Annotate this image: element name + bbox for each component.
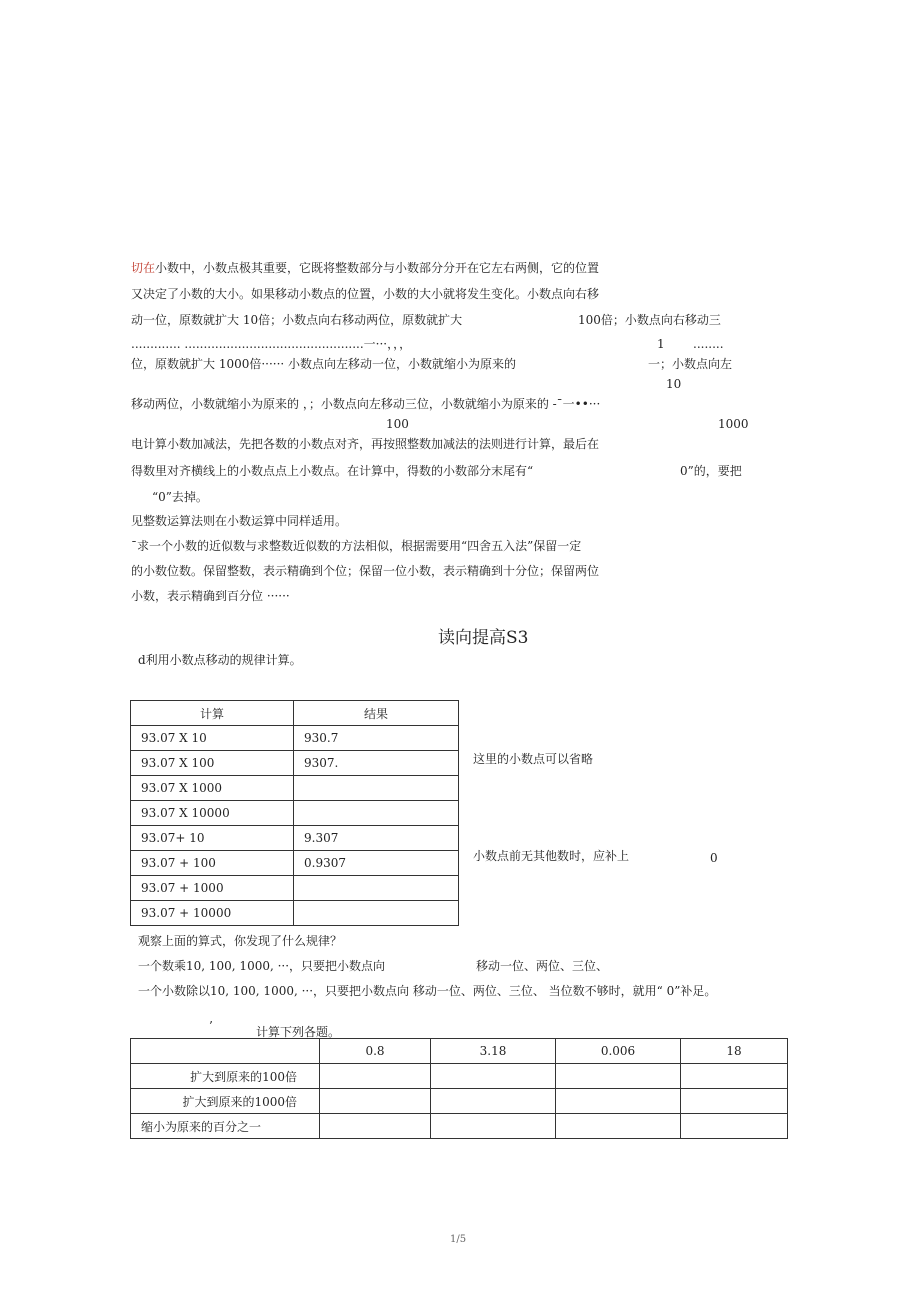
table-row	[131, 1064, 788, 1089]
corner-header	[131, 1039, 320, 1064]
note-pad-zero: 小数点前无其他数时，应补上	[473, 849, 630, 863]
col-header: 18	[681, 1039, 788, 1064]
col-header: 0.8	[320, 1039, 431, 1064]
intro-line-5b: 一；小数点向左	[648, 357, 733, 371]
result-cell	[294, 801, 459, 826]
calc-header: 计算	[131, 701, 294, 726]
answer-cell	[320, 1114, 431, 1139]
table-row	[131, 876, 459, 901]
exercise2-label: 计算下列各题。	[256, 1025, 341, 1039]
intro-line-4a: ............. ...............................................一···，，，	[131, 337, 412, 351]
col-header: 3.18	[431, 1039, 556, 1064]
intro-line-11: ˉ求一个小数的近似数与求整数近似数的方法相似，根据需要用“四舍五入法”保留一定	[131, 539, 582, 553]
calc-cell: 93.07 X 10	[131, 726, 294, 751]
calc-cell: 93.07 + 1000	[131, 876, 294, 901]
table-row	[131, 826, 459, 851]
intro-line-9: “0”去掉。	[152, 490, 208, 504]
answer-cell	[556, 1114, 681, 1139]
exercise2-table	[130, 1038, 788, 1139]
answer-cell	[431, 1114, 556, 1139]
intro-line-12: 的小数位数。保留整数，表示精确到个位；保留一位小数，表示精确到十分位；保留两位	[131, 564, 600, 578]
observe-question: 观察上面的算式，你发现了什么规律？	[138, 934, 343, 948]
intro-line-6a: 移动两位，小数就缩小为原来的 ，；小数点向左移动三位，小数就缩小为原来的 -ˉ一••···	[131, 397, 601, 411]
table-row	[131, 1089, 788, 1114]
intro-line-8a: 得数里对齐横线上的小数点点上小数点。在计算中，得数的小数部分末尾有“	[131, 464, 534, 478]
calc-cell: 93.07 X 10000	[131, 801, 294, 826]
intro-line-2: 又决定了小数的大小。如果移动小数点的位置，小数的大小就将发生变化。小数点向右移	[131, 287, 600, 301]
intro-line-4b: 1	[657, 337, 665, 351]
observe-line-2: 一个小数除以10, 100, 1000, ···，只要把小数点向 移动一位、两位、三位、 当位数不够时，就用“ 0”补足。	[138, 984, 717, 998]
table-row	[131, 751, 459, 776]
answer-cell	[431, 1089, 556, 1114]
intro-line-6b: 100	[386, 417, 409, 431]
note-pad-zero-digit: 0	[710, 851, 718, 865]
intro-line-5c: 10	[666, 377, 682, 391]
intro-line-3b: 100倍；小数点向右移动三	[578, 313, 721, 327]
table-row	[131, 1114, 788, 1139]
intro-line-8b: 0”的，要把	[680, 464, 742, 478]
intro-line-3a: 动一位，原数就扩大 10倍；小数点向右移动两位，原数就扩大	[131, 313, 463, 327]
col-header: 0.006	[556, 1039, 681, 1064]
exercise2-mark: ’	[209, 1019, 213, 1033]
intro-line-13: 小数，表示精确到百分位 ······	[131, 589, 290, 603]
answer-cell	[320, 1089, 431, 1114]
answer-cell	[681, 1114, 788, 1139]
observe-line-1a: 一个数乘10, 100, 1000, ···，只要把小数点向	[138, 959, 386, 973]
answer-cell	[320, 1064, 431, 1089]
intro-line-5a: 位，原数就扩大 1000倍······ 小数点向左移动一位，小数就缩小为原来的	[131, 357, 517, 371]
page-number: 1/5	[450, 1234, 467, 1245]
answer-cell	[556, 1064, 681, 1089]
calc-cell: 93.07+ 10	[131, 826, 294, 851]
answer-cell	[681, 1064, 788, 1089]
observe-line-1b: 移动一位、两位、三位、	[476, 959, 609, 973]
table-row	[131, 801, 459, 826]
result-cell: 9.307	[294, 826, 459, 851]
result-cell: 9307.	[294, 751, 459, 776]
intro-line-4c: ........	[693, 337, 724, 351]
answer-cell	[431, 1064, 556, 1089]
intro-line-10: 见整数运算法则在小数运算中同样适用。	[131, 514, 348, 528]
row-label: 缩小为原来的百分之一	[131, 1114, 320, 1139]
result-cell: 0.9307	[294, 851, 459, 876]
calc-cell: 93.07 X 1000	[131, 776, 294, 801]
result-header: 结果	[294, 701, 459, 726]
answer-cell	[681, 1089, 788, 1114]
calc-cell: 93.07 + 10000	[131, 901, 294, 926]
answer-cell	[556, 1089, 681, 1114]
table-row	[131, 776, 459, 801]
table-row	[131, 901, 459, 926]
intro-line-1: 切在小数中，小数点极其重要，它既将整数部分与小数部分分开在它左右两侧，它的位置	[131, 261, 600, 275]
note-decimal-omit: 这里的小数点可以省略	[473, 752, 594, 766]
intro-lead-word: 切在	[131, 261, 156, 275]
exercise1-label: d利用小数点移动的规律计算。	[138, 653, 302, 667]
table-row	[131, 851, 459, 876]
table-row	[131, 726, 459, 751]
section-title: 读向提高S3	[438, 628, 529, 648]
calc-table	[130, 700, 459, 926]
result-cell	[294, 876, 459, 901]
calc-cell: 93.07 + 100	[131, 851, 294, 876]
row-label: 扩大到原来的100倍	[131, 1064, 320, 1089]
result-cell	[294, 901, 459, 926]
result-cell	[294, 776, 459, 801]
intro-line-6c: 1000	[718, 417, 749, 431]
calc-cell: 93.07 X 100	[131, 751, 294, 776]
intro-line-7: 电计算小数加减法，先把各数的小数点对齐，再按照整数加减法的法则进行计算，最后在	[131, 437, 600, 451]
row-label: 扩大到原来的1000倍	[131, 1089, 320, 1114]
result-cell: 930.7	[294, 726, 459, 751]
